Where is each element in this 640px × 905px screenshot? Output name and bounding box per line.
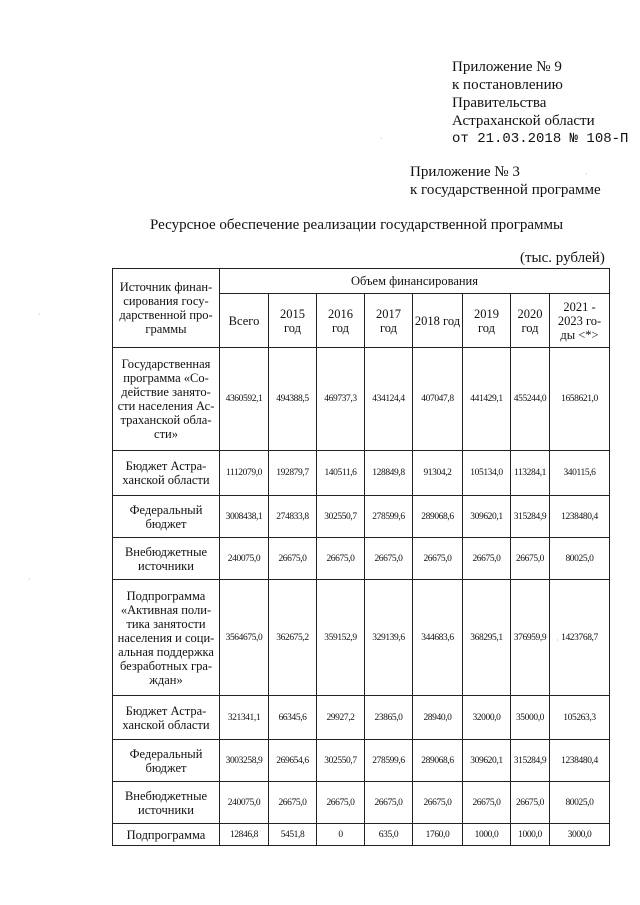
row-label: Бюджет Астра-ханской области — [113, 451, 220, 496]
value-cell: 3008438,1 — [220, 496, 269, 538]
value-cell: 494388,5 — [269, 348, 317, 451]
value-cell: 26675,0 — [413, 538, 463, 580]
table-row — [113, 451, 610, 496]
column-header-year: 2018 год — [413, 294, 463, 348]
value-cell: 635,0 — [365, 824, 413, 846]
value-cell: 240075,0 — [220, 538, 269, 580]
row-label: Подпрограмма — [113, 824, 220, 846]
column-header-year: 2019 год — [463, 294, 511, 348]
value-cell: 344683,6 — [413, 580, 463, 696]
row-label: Внебюджетные источники — [113, 782, 220, 824]
value-cell: 340115,6 — [550, 451, 610, 496]
value-cell: 0 — [317, 824, 365, 846]
column-header-year: 2015 год — [269, 294, 317, 348]
value-cell: 26675,0 — [365, 538, 413, 580]
value-cell: 1658621,0 — [550, 348, 610, 451]
value-cell: 3564675,0 — [220, 580, 269, 696]
value-cell: 80025,0 — [550, 782, 610, 824]
value-cell: 376959,9 — [511, 580, 550, 696]
value-cell: 315284,9 — [511, 740, 550, 782]
value-cell: 105134,0 — [463, 451, 511, 496]
value-cell: 29927,2 — [317, 696, 365, 740]
value-cell: 23865,0 — [365, 696, 413, 740]
table-row — [113, 740, 610, 782]
row-label: Федеральный бюджет — [113, 740, 220, 782]
units-note: (тыс. рублей) — [520, 250, 605, 266]
table-row — [113, 538, 610, 580]
value-cell: 455244,0 — [511, 348, 550, 451]
value-cell: 26675,0 — [463, 538, 511, 580]
appendix-line: к государственной программе — [410, 182, 601, 198]
value-cell: 1000,0 — [511, 824, 550, 846]
document-title: Ресурсное обеспечение реализации государственной программы — [150, 217, 564, 233]
value-cell: 1112079,0 — [220, 451, 269, 496]
value-cell: 368295,1 — [463, 580, 511, 696]
row-label: Государственная программа «Со-действие занято-сти населения Ас-траханской обла-сти» — [113, 348, 220, 451]
value-cell: 32000,0 — [463, 696, 511, 740]
value-cell: 26675,0 — [511, 538, 550, 580]
row-label: Внебюджетные источники — [113, 538, 220, 580]
value-cell: 269654,6 — [269, 740, 317, 782]
value-cell: 302550,7 — [317, 496, 365, 538]
value-cell: 28940,0 — [413, 696, 463, 740]
value-cell: 140511,6 — [317, 451, 365, 496]
value-cell: 441429,1 — [463, 348, 511, 451]
value-cell: 26675,0 — [413, 782, 463, 824]
value-cell: 1238480,4 — [550, 740, 610, 782]
column-header-total: Всего — [220, 294, 269, 348]
value-cell: 3000,0 — [550, 824, 610, 846]
value-cell: 105263,3 — [550, 696, 610, 740]
scan-speck: · — [28, 575, 31, 584]
value-cell: 192879,7 — [269, 451, 317, 496]
value-cell: 309620,1 — [463, 740, 511, 782]
value-cell: 26675,0 — [317, 538, 365, 580]
value-cell: 359152,9 — [317, 580, 365, 696]
table-row — [113, 696, 610, 740]
value-cell: 113284,1 — [511, 451, 550, 496]
value-cell: 1238480,4 — [550, 496, 610, 538]
value-cell: 4360592,1 — [220, 348, 269, 451]
value-cell: 315284,9 — [511, 496, 550, 538]
value-cell: 26675,0 — [269, 782, 317, 824]
appendix-line: Приложение № 3 — [410, 164, 520, 180]
value-cell: 1000,0 — [463, 824, 511, 846]
header-line: Правительства — [452, 95, 547, 111]
value-cell: 5451,8 — [269, 824, 317, 846]
value-cell: 302550,7 — [317, 740, 365, 782]
value-cell: 1423768,7 — [550, 580, 610, 696]
value-cell: 434124,4 — [365, 348, 413, 451]
value-cell: 278599,6 — [365, 496, 413, 538]
value-cell: 321341,1 — [220, 696, 269, 740]
value-cell: 278599,6 — [365, 740, 413, 782]
row-label: Подпрограмма «Активная поли-тика занятости населения и соци-альная поддержка безработных гра-ждан» — [113, 580, 220, 696]
value-cell: 128849,8 — [365, 451, 413, 496]
scan-speck: · — [556, 636, 559, 645]
decree-date-number: от 21.03.2018 № 108-П — [452, 131, 629, 147]
table-row — [113, 580, 610, 696]
value-cell: 274833,8 — [269, 496, 317, 538]
row-label: Федеральный бюджет — [113, 496, 220, 538]
column-header-year: 2016 год — [317, 294, 365, 348]
value-cell: 309620,1 — [463, 496, 511, 538]
scan-speck: · — [38, 310, 41, 319]
value-cell: 289068,6 — [413, 740, 463, 782]
table-row — [113, 782, 610, 824]
value-cell: 66345,6 — [269, 696, 317, 740]
row-label: Бюджет Астра-ханской области — [113, 696, 220, 740]
column-header-year: 2020 год — [511, 294, 550, 348]
value-cell: 26675,0 — [511, 782, 550, 824]
column-header-year-range: 2021 - 2023 го-ды <*> — [550, 294, 610, 348]
value-cell: 289068,6 — [413, 496, 463, 538]
table-row — [113, 348, 610, 451]
column-header-year: 2017 год — [365, 294, 413, 348]
value-cell: 80025,0 — [550, 538, 610, 580]
value-cell: 3003258,9 — [220, 740, 269, 782]
header-line: Приложение № 9 — [452, 59, 562, 75]
value-cell: 26675,0 — [317, 782, 365, 824]
decree-reference — [452, 58, 628, 148]
table-row — [113, 824, 610, 846]
value-cell: 35000,0 — [511, 696, 550, 740]
scan-speck: · — [380, 134, 383, 143]
appendix-reference — [410, 163, 601, 199]
funding-table — [112, 268, 610, 846]
value-cell: 469737,3 — [317, 348, 365, 451]
scan-speck: · — [585, 170, 588, 179]
value-cell: 240075,0 — [220, 782, 269, 824]
table-row — [113, 496, 610, 538]
value-cell: 329139,6 — [365, 580, 413, 696]
value-cell: 407047,8 — [413, 348, 463, 451]
volume-column-header: Объем финансирования — [220, 269, 610, 294]
value-cell: 26675,0 — [365, 782, 413, 824]
value-cell: 1760,0 — [413, 824, 463, 846]
source-column-header: Источник финан-сирования госу-дарственной про-граммы — [113, 269, 220, 348]
value-cell: 26675,0 — [463, 782, 511, 824]
value-cell: 26675,0 — [269, 538, 317, 580]
header-line: Астраханской области — [452, 113, 595, 129]
header-line: к постановлению — [452, 77, 563, 93]
value-cell: 12846,8 — [220, 824, 269, 846]
value-cell: 91304,2 — [413, 451, 463, 496]
value-cell: 362675,2 — [269, 580, 317, 696]
